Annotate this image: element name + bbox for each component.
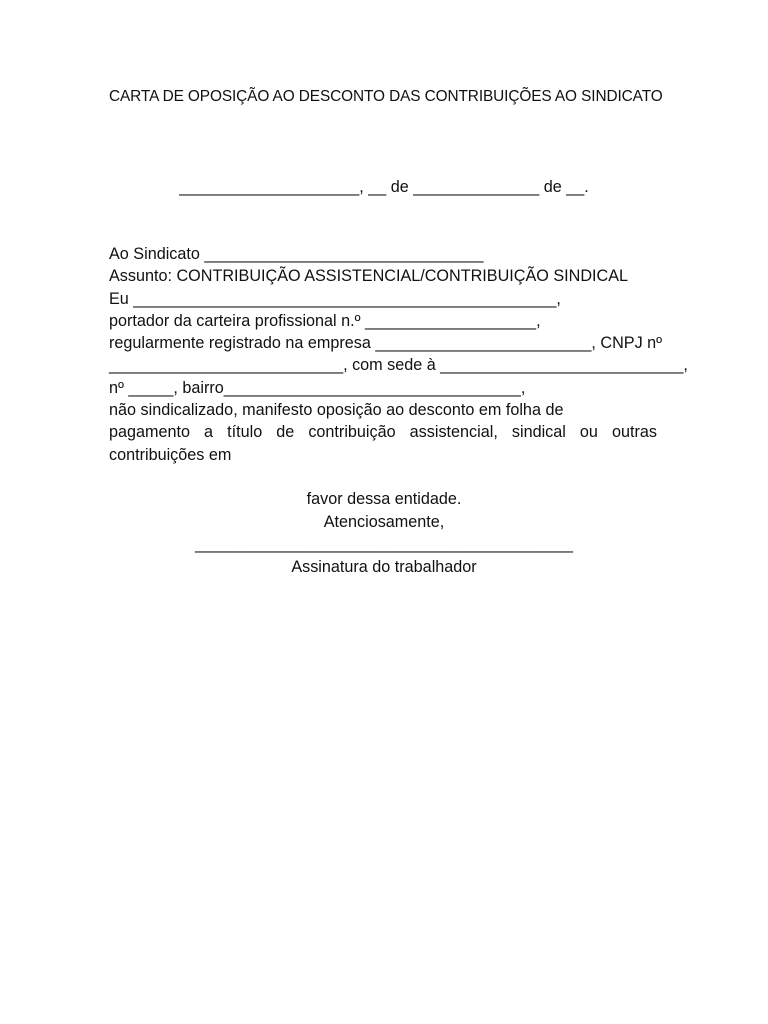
body-line-neighborhood: nº _____, bairro_________________________________,	[109, 379, 526, 397]
body-line-name: Eu _______________________________________________,	[109, 290, 561, 308]
body-line-contributions: contribuições em	[109, 446, 232, 464]
date-line: ____________________, __ de ______________ de __.	[179, 178, 589, 196]
document-title: CARTA DE OPOSIÇÃO AO DESCONTO DAS CONTRIBUIÇÕES AO SINDICATO	[109, 88, 663, 105]
closing-regards: Atenciosamente,	[323, 513, 445, 531]
signature-line: __________________________________________	[194, 535, 574, 553]
body-line-company: regularmente registrado na empresa ________________________, CNPJ nº	[109, 334, 663, 352]
body-line-payroll: pagamento a título de contribuição assistencial, sindical ou outras	[109, 423, 657, 441]
closing-entity: favor dessa entidade.	[306, 490, 462, 508]
signature-label: Assinatura do trabalhador	[291, 558, 477, 576]
body-line-address: __________________________, com sede à ___________________________,	[109, 356, 688, 374]
recipient-line: Ao Sindicato _______________________________	[109, 245, 484, 263]
body-line-work-card: portador da carteira profissional n.º ___________________,	[109, 312, 541, 330]
subject-line: Assunto: CONTRIBUIÇÃO ASSISTENCIAL/CONTRIBUIÇÃO SINDICAL	[109, 267, 629, 285]
body-line-opposition: não sindicalizado, manifesto oposição ao desconto em folha de	[109, 401, 564, 419]
